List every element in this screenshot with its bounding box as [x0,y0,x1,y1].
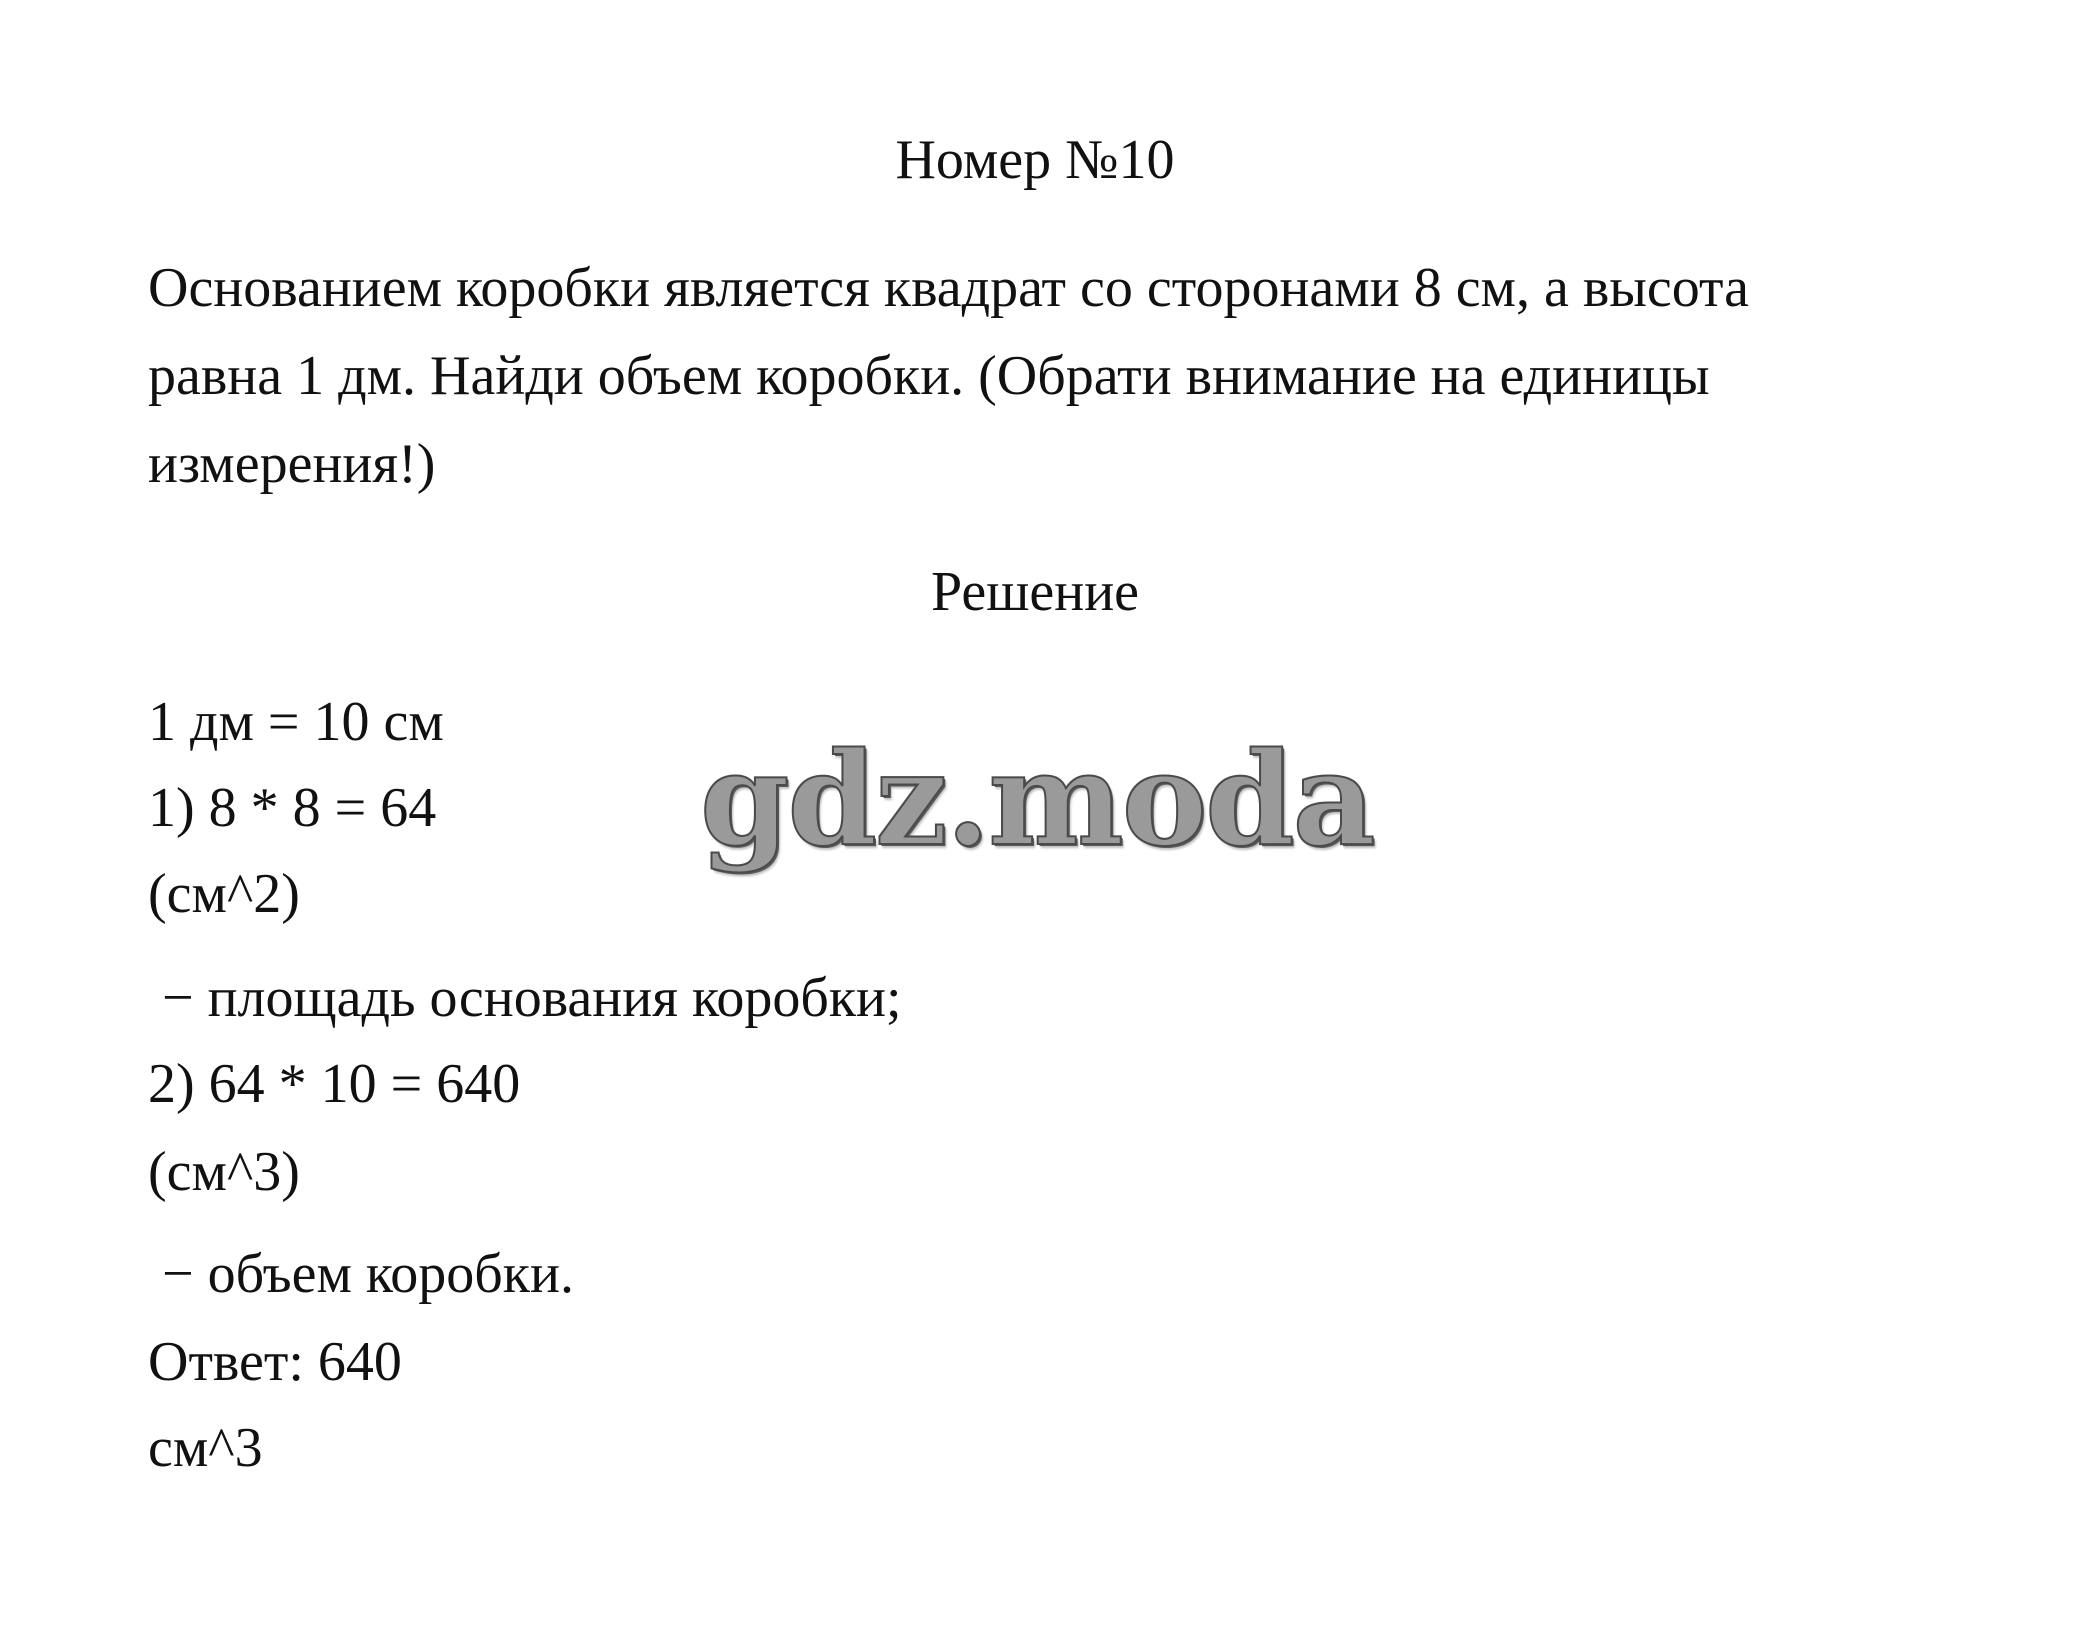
solution-line-2: 1) 8 * 8 = 64 [148,777,437,839]
solution-line-4: − площадь основания коробки; [148,967,902,1029]
solution-heading: Решение [930,561,1140,623]
solution-line-1: 1 дм = 10 см [148,691,444,753]
solution-line-6: (см^3) [148,1141,300,1203]
problem-line-1: Основанием коробки является квадрат со сторонами 8 см, а высота [148,257,1750,319]
solution-line-9: см^3 [148,1417,263,1479]
solution-line-8: Ответ: 640 [148,1331,402,1393]
solution-line-7: − объем коробки. [148,1243,574,1305]
problem-line-3: измерения!) [148,433,436,495]
solution-line-3: (см^2) [148,863,300,925]
page-title: Номер №10 [895,129,1175,191]
problem-line-2: равна 1 дм. Найди объем коробки. (Обрати внимание на единицы [148,345,1710,407]
watermark-logo: gdz.moda [700,725,1374,875]
solution-line-5: 2) 64 * 10 = 640 [148,1053,521,1115]
